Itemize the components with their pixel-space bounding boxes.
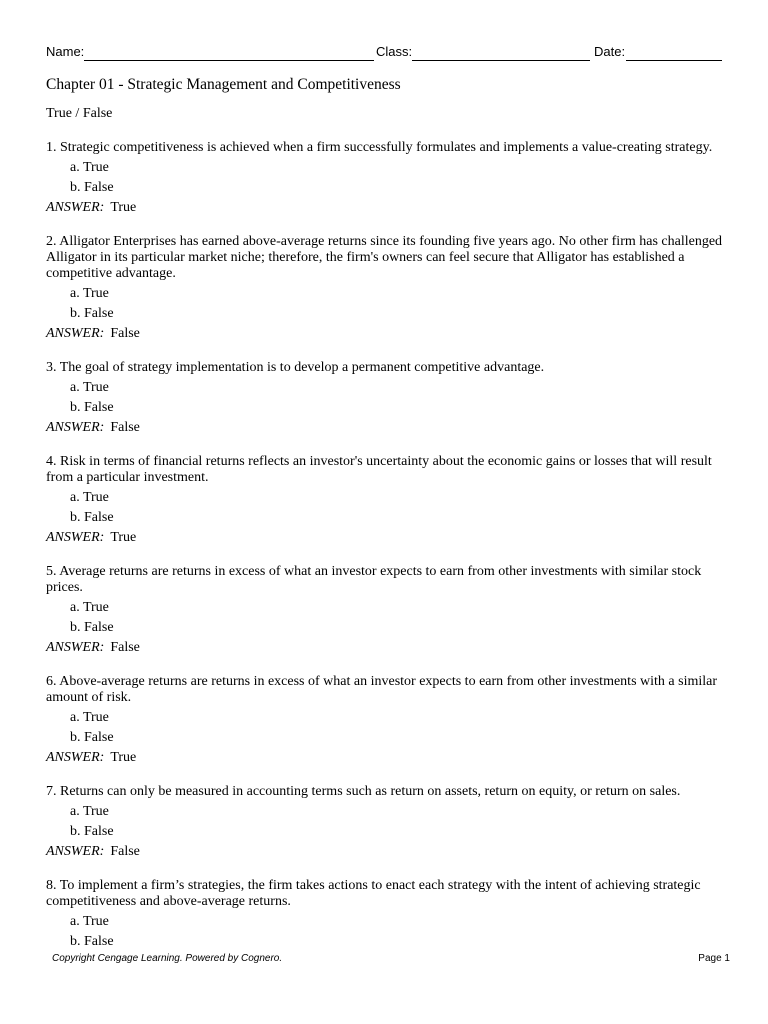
copyright-footer: Copyright Cengage Learning. Powered by Cognero. xyxy=(52,953,283,964)
date-field-line xyxy=(626,60,722,61)
option-false: b. False xyxy=(70,730,114,745)
answer-label: ANSWER: xyxy=(46,844,105,859)
question-4 xyxy=(46,454,726,546)
question-6 xyxy=(46,674,726,766)
name-field-line xyxy=(84,60,374,61)
answer-line xyxy=(46,530,726,546)
answer-label: ANSWER: xyxy=(46,420,105,435)
answer-value: False xyxy=(110,844,140,859)
class-field-line xyxy=(412,60,590,61)
option-false: b. False xyxy=(70,180,114,195)
answer-label: ANSWER: xyxy=(46,200,105,215)
option-true: a. True xyxy=(70,914,109,929)
question-7 xyxy=(46,784,726,860)
option-true: a. True xyxy=(70,490,109,505)
chapter-title: Chapter 01 - Strategic Management and Competitiveness xyxy=(46,76,401,93)
question-5 xyxy=(46,564,726,656)
answer-value: False xyxy=(110,420,140,435)
answer-label: ANSWER: xyxy=(46,750,105,765)
question-3 xyxy=(46,360,726,436)
question-stem: 8. To implement a firm’s strategies, the firm takes actions to enact each strategy with the intent of achieving strategic competitiveness and above-average returns. xyxy=(46,878,701,909)
question-1 xyxy=(46,140,726,216)
answer-value: True xyxy=(110,200,137,215)
date-label: Date: xyxy=(594,44,626,59)
answer-label: ANSWER: xyxy=(46,326,105,341)
option-true: a. True xyxy=(70,286,109,301)
option-false: b. False xyxy=(70,510,114,525)
question-stem: 3. The goal of strategy implementation is to develop a permanent competitive advantage. xyxy=(46,360,545,375)
option-false: b. False xyxy=(70,306,114,321)
question-2 xyxy=(46,234,726,342)
name-label: Name: xyxy=(46,44,85,59)
answer-value: True xyxy=(110,530,137,545)
option-false: b. False xyxy=(70,934,114,949)
answer-value: False xyxy=(110,326,140,341)
page-number: Page 1 xyxy=(698,953,730,964)
answer-value: True xyxy=(110,750,137,765)
option-true: a. True xyxy=(70,804,109,819)
answer-line xyxy=(46,844,726,860)
answer-label: ANSWER: xyxy=(46,640,105,655)
answer-line xyxy=(46,326,726,342)
option-false: b. False xyxy=(70,824,114,839)
question-8 xyxy=(46,878,726,950)
section-heading: True / False xyxy=(46,106,113,121)
option-false: b. False xyxy=(70,400,114,415)
question-stem: 5. Average returns are returns in excess of what an investor expects to earn from other investments with similar stock prices. xyxy=(46,564,702,595)
option-true: a. True xyxy=(70,160,109,175)
answer-line xyxy=(46,200,726,216)
option-true: a. True xyxy=(70,600,109,615)
question-stem: 7. Returns can only be measured in accounting terms such as return on assets, return on equity, or return on sales. xyxy=(46,784,681,799)
answer-value: False xyxy=(110,640,140,655)
answer-label: ANSWER: xyxy=(46,530,105,545)
question-stem: 6. Above-average returns are returns in excess of what an investor expects to earn from other investments with a similar amount of risk. xyxy=(46,674,718,705)
class-label: Class: xyxy=(376,44,413,59)
option-false: b. False xyxy=(70,620,114,635)
option-true: a. True xyxy=(70,710,109,725)
answer-line xyxy=(46,420,726,436)
question-stem: 2. Alligator Enterprises has earned above-average returns since its founding five years ago. No other firm has challenged Alligator in its particular market niche; therefore, the firm's owners can feel secure that Alligator has established a competitive advantage. xyxy=(46,234,723,281)
question-stem: 4. Risk in terms of financial returns reflects an investor's uncertainty about the economic gains or losses that will result from a particular investment. xyxy=(46,454,712,485)
answer-line xyxy=(46,640,726,656)
option-true: a. True xyxy=(70,380,109,395)
answer-line xyxy=(46,750,726,766)
question-stem: 1. Strategic competitiveness is achieved when a firm successfully formulates and implements a value-creating strategy. xyxy=(46,140,713,155)
